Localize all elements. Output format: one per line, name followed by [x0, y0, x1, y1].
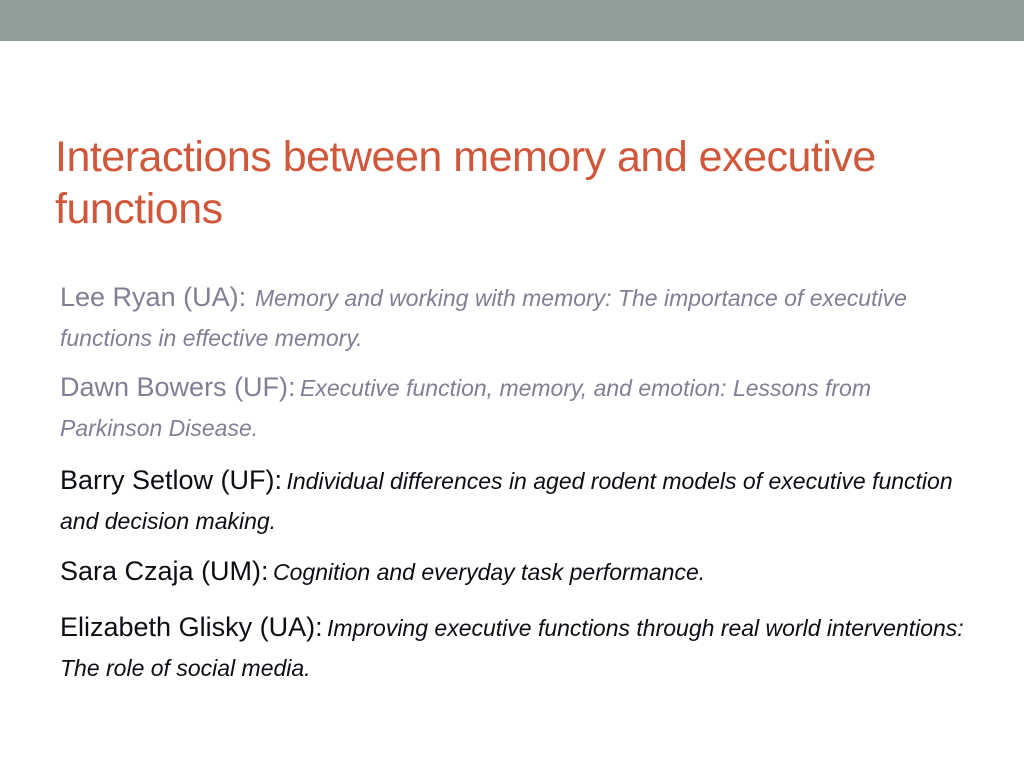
talk-topic: Individual differences in aged rodent models of executive function and decision making.	[60, 468, 953, 534]
talk-list	[60, 279, 965, 690]
talk-speaker: Barry Setlow (UF):	[60, 465, 283, 495]
talk-speaker: Sara Czaja (UM):	[60, 556, 269, 586]
top-band	[0, 0, 1024, 41]
talk-topic: Improving executive functions through real world interventions: The role of social media.	[60, 615, 964, 681]
talk-speaker: Lee Ryan (UA):	[60, 282, 247, 312]
talk-topic: Memory and working with memory: The importance of executive functions in effective memory.	[60, 285, 907, 351]
talk-speaker: Elizabeth Glisky (UA):	[60, 612, 323, 642]
talk-item	[60, 279, 965, 369]
talk-speaker: Dawn Bowers (UF):	[60, 372, 296, 402]
slide-title: Interactions between memory and executive functions	[55, 133, 876, 233]
talk-topic: Executive function, memory, and emotion: Lessons from Parkinson Disease.	[60, 375, 872, 441]
talk-item	[60, 609, 965, 690]
talk-item	[60, 369, 965, 462]
talk-item	[60, 462, 965, 553]
talk-item	[60, 553, 965, 609]
talk-topic: Cognition and everyday task performance.	[273, 559, 706, 585]
